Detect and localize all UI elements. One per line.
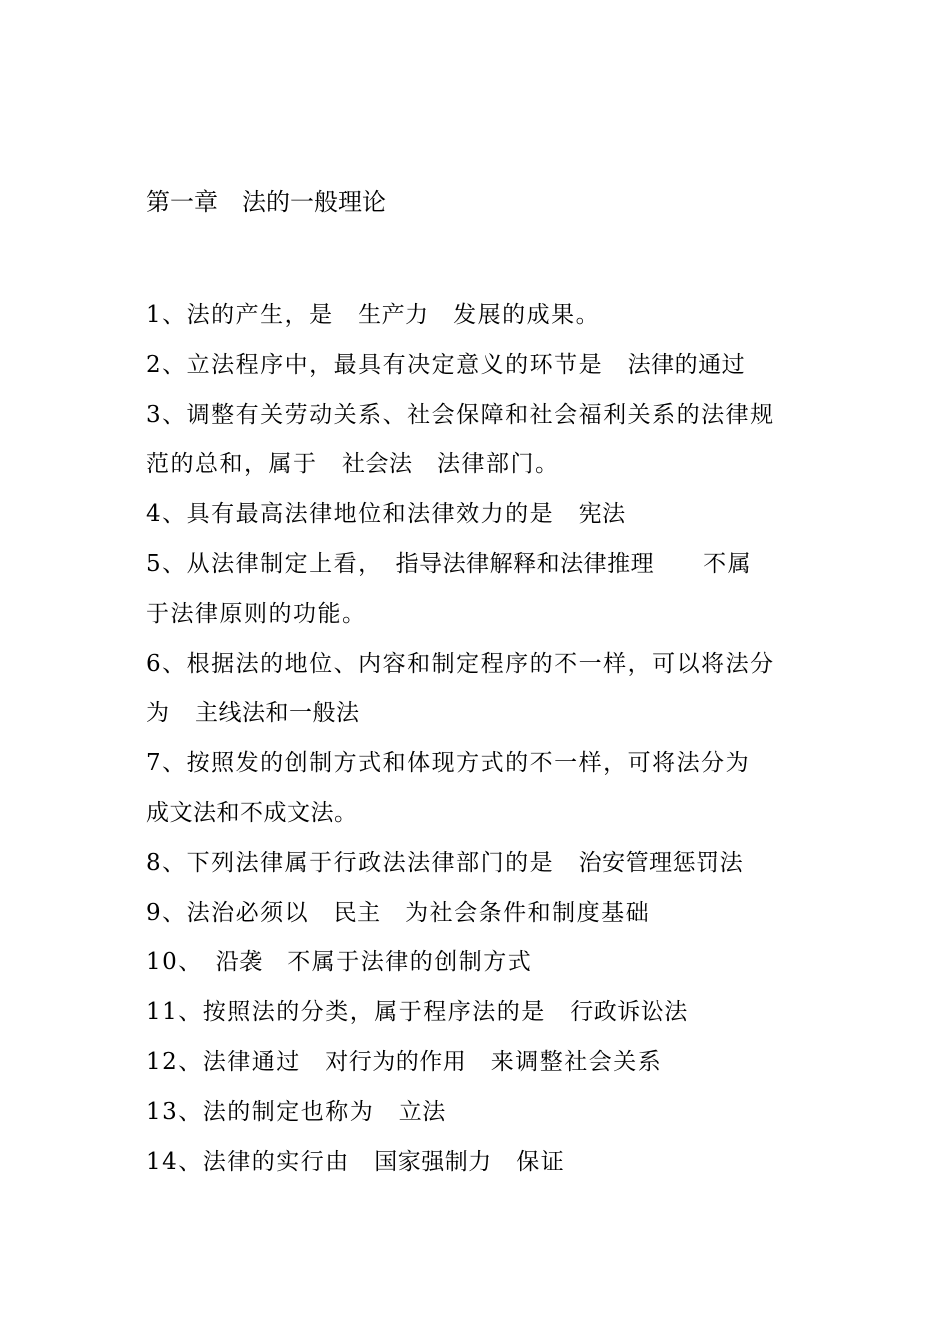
question-line-6 bbox=[146, 540, 806, 590]
question-line-11 bbox=[146, 789, 806, 839]
question-text-tail: 保证 bbox=[491, 1148, 566, 1175]
question-line-10 bbox=[146, 739, 806, 789]
question-text-tail: 不属于法律的创制方式 bbox=[262, 949, 533, 976]
answer-text: 法律的通过 bbox=[627, 351, 746, 378]
answer-text: 生产力 bbox=[358, 302, 429, 328]
answer-text: 指导法律解释和法律推理 bbox=[395, 550, 655, 577]
question-line-12 bbox=[146, 839, 806, 889]
question-line-5 bbox=[146, 490, 806, 540]
question-text: 7、按照发的创制方式和体现方式的不一样，可将法分为 bbox=[146, 750, 751, 777]
question-text: 9、法治必须以 bbox=[146, 899, 334, 926]
answer-text: 主线法和一般法 bbox=[195, 700, 360, 727]
question-line-14 bbox=[146, 938, 806, 988]
question-text: 范的总和，属于 bbox=[146, 451, 342, 478]
answer-text: 治安管理惩罚法 bbox=[578, 849, 744, 876]
answer-text: 社会法 bbox=[342, 451, 413, 478]
question-text: 5、从法律制定上看， bbox=[146, 550, 396, 577]
question-line-2 bbox=[146, 341, 806, 391]
question-text: 11、按照法的分类，属于程序法的是 bbox=[146, 999, 571, 1026]
question-text: 12、法律通过 bbox=[146, 1048, 326, 1075]
answer-text: 宪法 bbox=[578, 501, 626, 528]
question-text: 14、法律的实行由 bbox=[146, 1148, 375, 1175]
question-list bbox=[146, 291, 806, 1187]
question-line-4 bbox=[146, 440, 806, 490]
question-line-13 bbox=[146, 889, 806, 939]
question-line-7 bbox=[146, 590, 806, 640]
chapter-title: 第一章 法的一般理论 bbox=[146, 188, 386, 216]
question-text-tail: 法律部门。 bbox=[412, 451, 560, 478]
question-text: 13、法的制定也称为 bbox=[146, 1098, 399, 1125]
question-text-tail: 发展的成果。 bbox=[428, 302, 601, 328]
question-text: 8、下列法律属于行政法法律部门的是 bbox=[146, 849, 579, 876]
question-text: 3、调整有关劳动关系、社会保障和社会福利关系的法律规 bbox=[146, 401, 775, 428]
question-line-16 bbox=[146, 1038, 806, 1088]
question-text: 6、根据法的地位、内容和制定程序的不一样，可以将法分 bbox=[146, 650, 775, 677]
question-text: 于法律原则的功能。 bbox=[146, 600, 367, 627]
answer-text: 对行为的作用 bbox=[325, 1048, 467, 1075]
question-line-18 bbox=[146, 1138, 806, 1188]
answer-text: 沿袭 bbox=[215, 949, 263, 976]
question-text-tail: 来调整社会关系 bbox=[466, 1048, 663, 1075]
question-text-tail: 不属 bbox=[654, 550, 753, 577]
answer-text: 立法 bbox=[398, 1098, 446, 1125]
answer-text: 行政诉讼法 bbox=[570, 999, 688, 1026]
answer-text: 国家强制力 bbox=[374, 1148, 492, 1175]
question-line-8 bbox=[146, 640, 806, 690]
question-line-17 bbox=[146, 1088, 806, 1138]
question-text: 1、法的产生，是 bbox=[146, 302, 359, 328]
question-text: 2、立法程序中，最具有决定意义的环节是 bbox=[146, 351, 628, 378]
question-line-3 bbox=[146, 391, 806, 441]
question-text: 4、具有最高法律地位和法律效力的是 bbox=[146, 501, 579, 528]
question-line-15 bbox=[146, 988, 806, 1038]
question-text: 10、 bbox=[146, 949, 216, 976]
answer-text: 民主 bbox=[333, 899, 381, 926]
question-text-tail: 为社会条件和制度基础 bbox=[380, 899, 651, 926]
question-line-1 bbox=[146, 291, 806, 341]
question-text: 为 bbox=[146, 700, 195, 727]
answer-text: 成文法和不成文法。 bbox=[146, 799, 358, 826]
question-line-9 bbox=[146, 689, 806, 739]
